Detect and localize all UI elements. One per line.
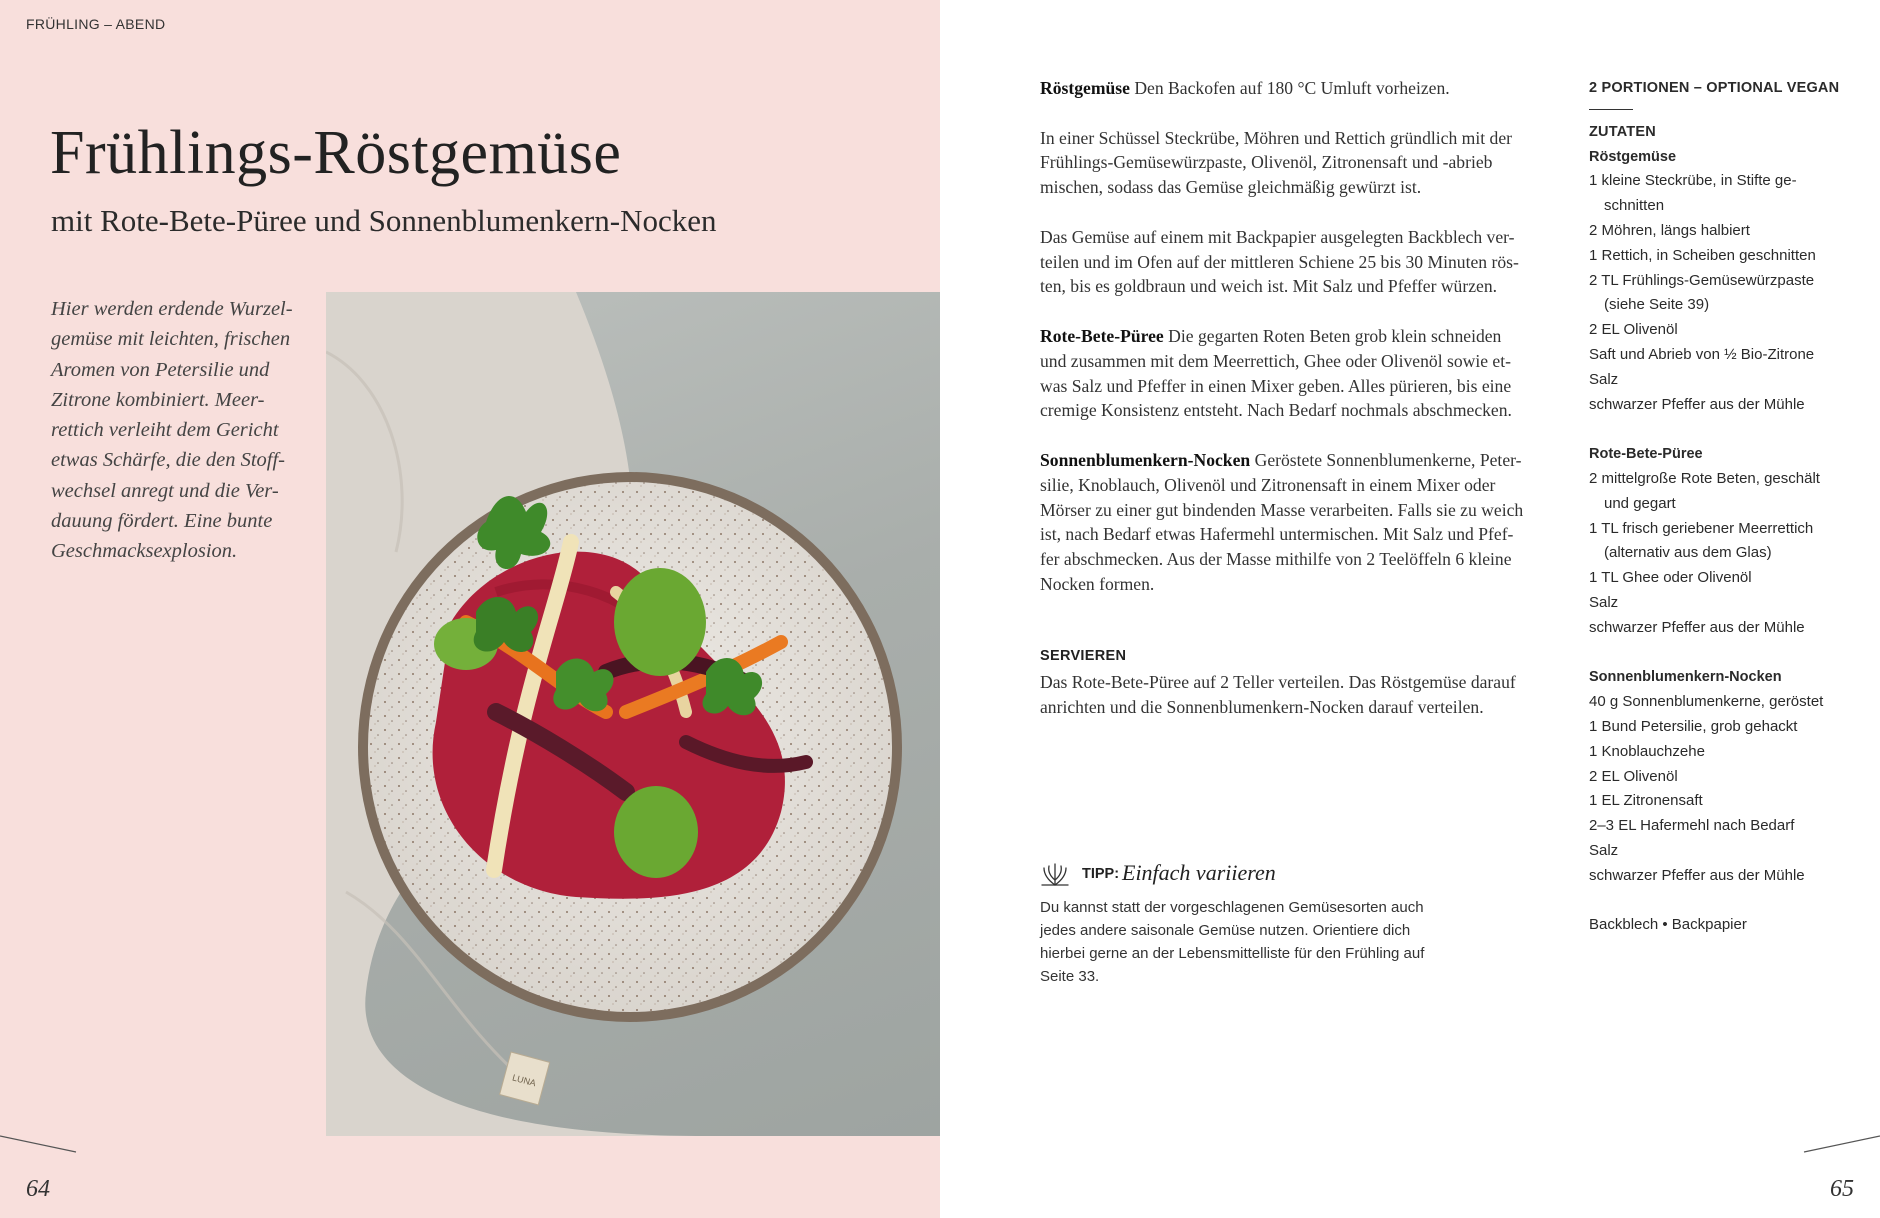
ingredient-item: schwarzer Pfeffer aus der Mühle [1589,395,1805,413]
ingredient-item: 1 Knoblauchzehe [1589,742,1705,760]
ingredient-item: 2–3 EL Hafermehl nach Bedarf [1589,817,1795,835]
tip-title: Einfach variieren [1122,860,1276,885]
corner-rule-left [0,1130,80,1154]
divider [1589,109,1633,110]
ingredient-item-cont: und gegart [1604,494,1676,512]
tip-text: Du kannst statt der vorgeschlagenen Gemüsesorten auch jedes andere saisonale Gemüse nutzen. Orientiere dich hierbei gerne an der Lebensmittelliste für den Frühling auf Seite 33. [1040,899,1425,985]
ingredient-item: 1 kleine Steckrübe, in Stifte ge- [1589,172,1797,190]
ingredient-item: 2 EL Olivenöl [1589,767,1678,785]
step-lead: Rote-Bete-Püree [1040,325,1164,346]
method-step: Sonnenblumenkern-Nocken Geröstete Sonnenblumenkerne, Peter- silie, Knoblauch, Olivenöl und Zitronensaft in einem Mixer oder Mörser zu einer gut bindenden Masse verarbeiten. Falls sie zu weich ist, nach Bedarf etwas Hafermehl untermischen. Mit Salz und Pfef- fer abschmecken. Aus der Masse mithilfe von 2 Teelöffeln 6 kleine Nocken formen. [1040,449,1524,594]
step-lead: Sonnenblumenkern-Nocken [1040,449,1251,470]
ingredient-item: 1 Rettich, in Scheiben geschnitten [1589,246,1816,264]
ingredients-sidebar [1589,76,1859,938]
ingredient-item: 1 Bund Petersilie, grob gehackt [1589,717,1798,735]
ingredient-item: Salz [1589,370,1619,388]
ingredient-item-cont: (siehe Seite 39) [1604,296,1710,314]
page-number-left: 64 [26,1176,50,1202]
method-step: In einer Schüssel Steckrübe, Möhren und Rettich gründlich mit der Frühlings-Gemüsewürzpaste, Olivenöl, Zitronensaft und -abrieb mischen, sodass das Gemüse gleichmäßig gewürzt ist. [1040,127,1512,198]
intro-line: rettich verleiht dem Gericht [51,419,279,442]
step-lead: Röstgemüse [1040,78,1130,98]
sunflower-nocken [614,568,706,676]
corner-rule-right [1800,1130,1880,1154]
recipe-title: Frühlings-Röstgemüse [50,119,622,187]
ingredient-item: Salz [1589,593,1619,611]
servings-label: 2 PORTIONEN – OPTIONAL VEGAN [1589,80,1840,96]
method-step: Röstgemüse Den Backofen auf 180 °C Umluft vorheizen. [1040,78,1450,98]
ingredient-item: 40 g Sonnenblumenkerne, geröstet [1589,693,1824,711]
ingredient-item: 2 Möhren, längs halbiert [1589,221,1750,239]
serve-text: Das Rote-Bete-Püree auf 2 Teller verteilen. Das Röstgemüse darauf anrichten und die Sonnenblumenkern-Nocken darauf verteilen. [1040,672,1516,717]
dish-illustration [326,292,940,1136]
ingredient-item: schwarzer Pfeffer aus der Mühle [1589,618,1805,636]
intro-line: Zitrone kombiniert. Meer- [51,388,265,411]
fabric-tag-text: LUNA [511,1072,537,1089]
method-step: Rote-Bete-Püree Die gegarten Roten Beten grob klein schneiden und zusammen mit dem Meerrettich, Ghee oder Olivenöl sowie et- was Salz und Pfeffer in einen Mixer geben. Alles pürieren, bis eine cremige Konsistenz entsteht. Nach Bedarf nochmals abschmecken. [1040,325,1512,421]
page-number-right: 65 [1830,1176,1854,1202]
ingredient-item: Saft und Abrieb von ½ Bio-Zitrone [1589,345,1815,363]
intro-line: dauung fördert. Eine bunte [51,510,273,533]
intro-line: wechsel anregt und die Ver- [51,479,279,502]
ingredient-item: Salz [1589,841,1619,859]
serve-heading: SERVIEREN [1040,648,1127,664]
intro-line: gemüse mit leichten, frischen [51,328,291,351]
intro-line: Hier werden erdende Wurzel- [51,298,293,320]
method-step: Das Gemüse auf einem mit Backpapier ausgelegten Backblech ver- teilen und im Ofen auf der mittleren Schiene 25 bis 30 Minuten rös- ten, bis es goldbraun und weich ist. Mit Salz und Pfeffer würzen. [1040,226,1519,297]
tip-label: TIPP: [1082,866,1120,882]
ingredient-item: 1 EL Zitronensaft [1589,792,1703,810]
ingredient-item: 1 TL Ghee oder Olivenöl [1589,569,1752,587]
ingredient-group-title: Rote-Bete-Püree [1589,446,1703,463]
running-head: FRÜHLING – ABEND [26,16,166,32]
recipe-subtitle: mit Rote-Bete-Püree und Sonnenblumenkern-Nocken [51,203,717,238]
ingredient-group-title: Sonnenblumenkern-Nocken [1589,669,1782,686]
intro-line: etwas Schärfe, die den Stoff- [51,449,285,472]
leaf-icon [1040,858,1070,888]
ingredient-item: 2 EL Olivenöl [1589,321,1678,339]
ingredient-item: 1 TL frisch geriebener Meerrettich [1589,519,1814,537]
ingredient-item-cont: schnitten [1604,197,1665,215]
method-section [1040,76,1560,622]
equipment-line: Backblech • Backpapier [1589,916,1747,934]
ingredients-heading: ZUTATEN [1589,123,1656,140]
intro-line: Aromen von Petersilie und [51,358,270,381]
intro-text [51,294,311,567]
ingredient-item: 2 mittelgroße Rote Beten, geschält [1589,469,1820,487]
ingredient-group-title: Röstgemüse [1589,148,1677,165]
ingredient-item: 2 TL Frühlings-Gemüsewürzpaste [1589,271,1815,289]
ingredient-item-cont: (alternativ aus dem Glas) [1604,544,1772,562]
dish-photo [326,292,940,1136]
ingredient-item: schwarzer Pfeffer aus der Mühle [1589,866,1805,884]
fabric-tag [500,1052,550,1105]
intro-line: Geschmacksexplosion. [51,540,238,563]
